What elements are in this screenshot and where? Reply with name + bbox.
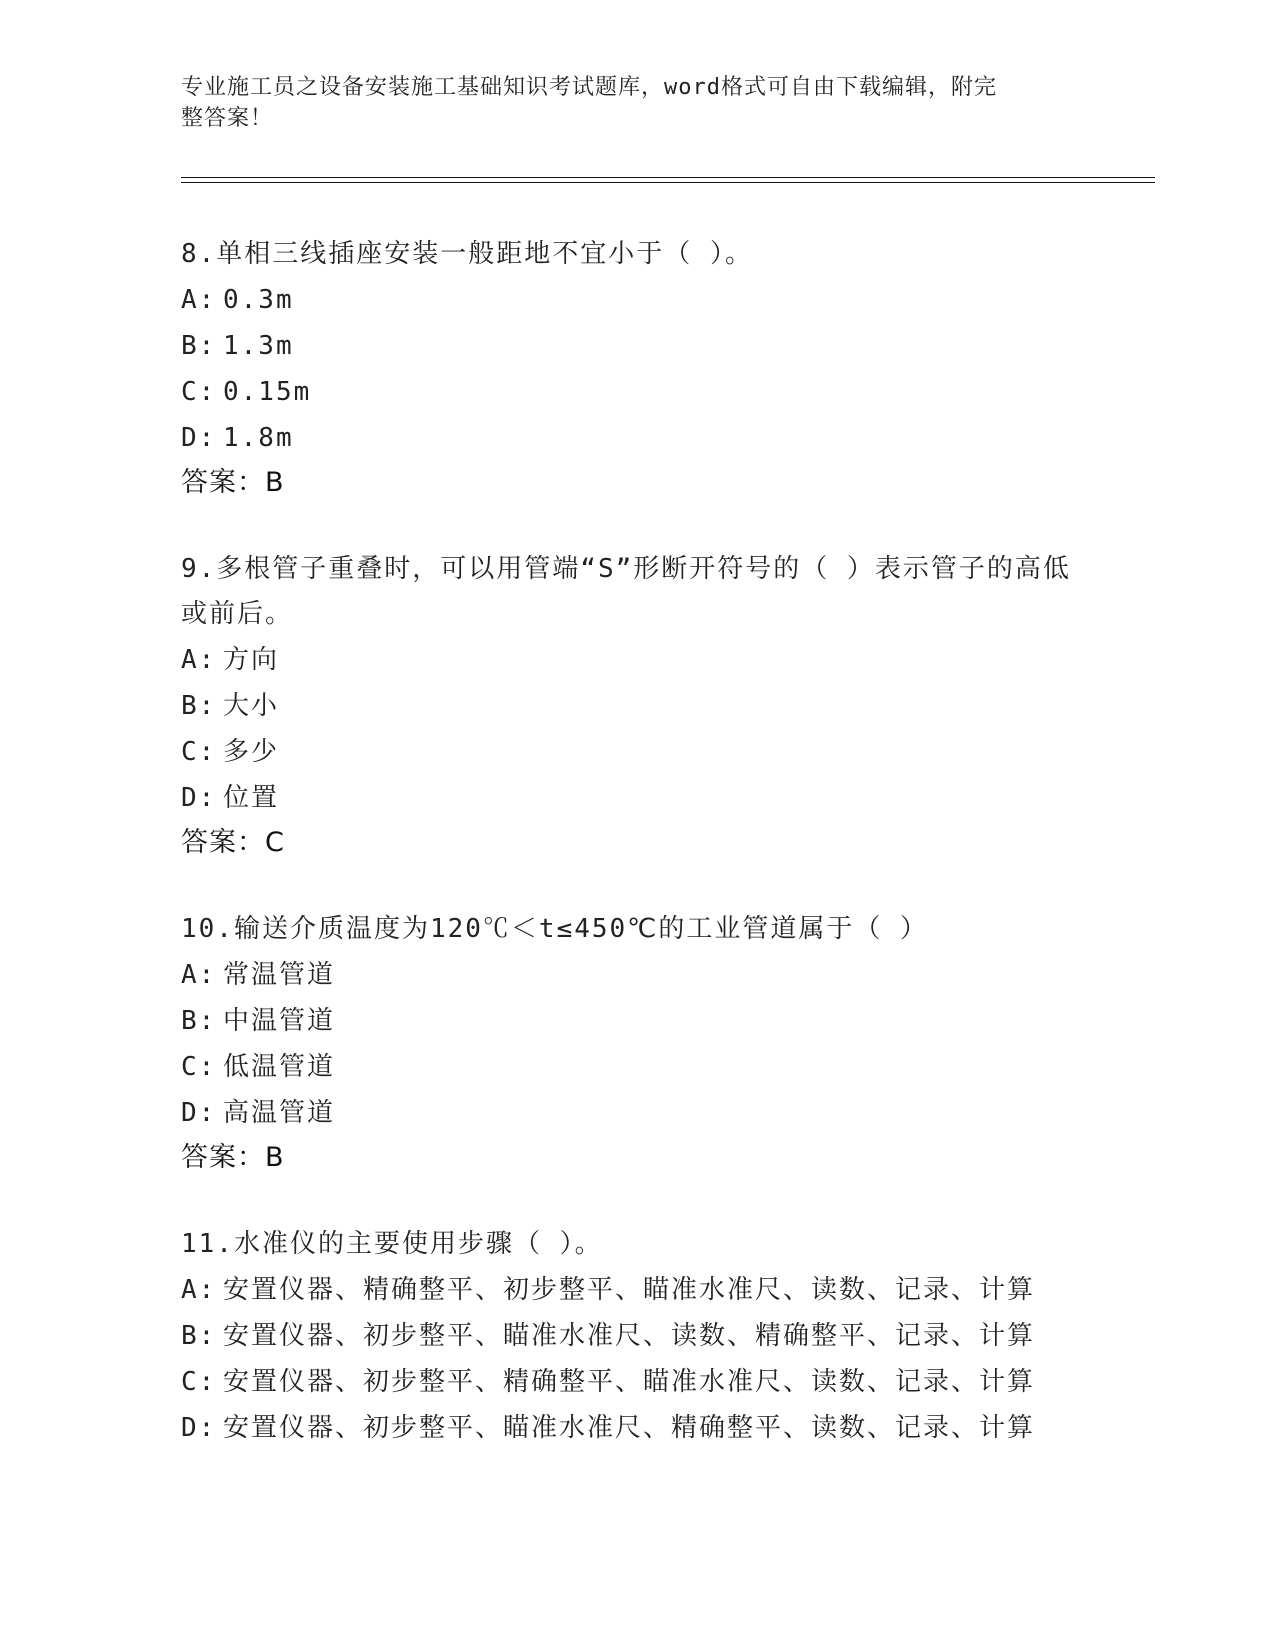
option-text: 位置 bbox=[223, 783, 280, 813]
answer-line: 答案：B bbox=[181, 1142, 285, 1173]
question-stem: 8.单相三线插座安装一般距地不宜小于（ ）。 bbox=[181, 239, 753, 269]
option-d bbox=[181, 1090, 1081, 1136]
answer-line: 答案：B bbox=[181, 467, 285, 498]
option-letter: D: bbox=[181, 423, 217, 453]
question-11 bbox=[181, 1222, 1081, 1451]
option-letter: C: bbox=[181, 1367, 217, 1397]
option-text: 安置仪器、初步整平、瞄准水准尺、精确整平、读数、记录、计算 bbox=[223, 1413, 1036, 1443]
option-text: 1.3m bbox=[223, 331, 294, 361]
question-10 bbox=[181, 907, 1081, 1180]
question-stem: 11.水准仪的主要使用步骤（ ）。 bbox=[181, 1229, 603, 1259]
option-letter: B: bbox=[181, 1321, 217, 1351]
option-letter: D: bbox=[181, 783, 217, 813]
option-text: 安置仪器、精确整平、初步整平、瞄准水准尺、读数、记录、计算 bbox=[223, 1275, 1036, 1305]
header-line-1: 专业施工员之设备安装施工基础知识考试题库，word格式可自由下载编辑，附完 bbox=[181, 75, 997, 100]
option-letter: C: bbox=[181, 377, 217, 407]
option-letter: A: bbox=[181, 1275, 217, 1305]
option-text: 方向 bbox=[223, 645, 280, 675]
option-letter: C: bbox=[181, 1052, 217, 1082]
question-stem: 9.多根管子重叠时，可以用管端“S”形断开符号的（ ）表示管子的高低或前后。 bbox=[181, 554, 1071, 629]
option-text: 中温管道 bbox=[223, 1006, 336, 1036]
option-c bbox=[181, 369, 1081, 415]
option-letter: C: bbox=[181, 737, 217, 767]
option-b bbox=[181, 683, 1081, 729]
option-c bbox=[181, 1359, 1081, 1405]
option-c bbox=[181, 1044, 1081, 1090]
option-letter: D: bbox=[181, 1413, 217, 1443]
option-c bbox=[181, 729, 1081, 775]
option-text: 常温管道 bbox=[223, 960, 336, 990]
option-a bbox=[181, 277, 1081, 323]
option-text: 大小 bbox=[223, 691, 280, 721]
option-b bbox=[181, 323, 1081, 369]
option-letter: B: bbox=[181, 691, 217, 721]
option-text: 安置仪器、初步整平、精确整平、瞄准水准尺、读数、记录、计算 bbox=[223, 1367, 1036, 1397]
option-text: 安置仪器、初步整平、瞄准水准尺、读数、精确整平、记录、计算 bbox=[223, 1321, 1036, 1351]
option-letter: A: bbox=[181, 285, 217, 315]
question-list bbox=[181, 232, 1081, 1493]
option-letter: D: bbox=[181, 1098, 217, 1128]
document-header bbox=[181, 72, 1061, 134]
option-d bbox=[181, 775, 1081, 821]
question-8 bbox=[181, 232, 1081, 505]
option-d bbox=[181, 415, 1081, 461]
answer-line: 答案：C bbox=[181, 827, 285, 858]
option-a bbox=[181, 637, 1081, 683]
option-b bbox=[181, 998, 1081, 1044]
option-text: 0.15m bbox=[223, 377, 312, 407]
option-text: 1.8m bbox=[223, 423, 294, 453]
header-divider-bottom bbox=[181, 182, 1155, 183]
option-text: 多少 bbox=[223, 737, 280, 767]
option-text: 低温管道 bbox=[223, 1052, 336, 1082]
option-letter: B: bbox=[181, 1006, 217, 1036]
option-letter: A: bbox=[181, 645, 217, 675]
option-b bbox=[181, 1313, 1081, 1359]
option-letter: B: bbox=[181, 331, 217, 361]
option-a bbox=[181, 1267, 1081, 1313]
option-text: 0.3m bbox=[223, 285, 294, 315]
header-divider-top bbox=[181, 177, 1155, 178]
option-a bbox=[181, 952, 1081, 998]
option-letter: A: bbox=[181, 960, 217, 990]
question-9 bbox=[181, 547, 1081, 865]
question-stem: 10.输送介质温度为120℃＜t≤450℃的工业管道属于（ ） bbox=[181, 914, 929, 944]
option-text: 高温管道 bbox=[223, 1098, 336, 1128]
option-d bbox=[181, 1405, 1081, 1451]
header-line-2: 整答案！ bbox=[181, 106, 274, 131]
